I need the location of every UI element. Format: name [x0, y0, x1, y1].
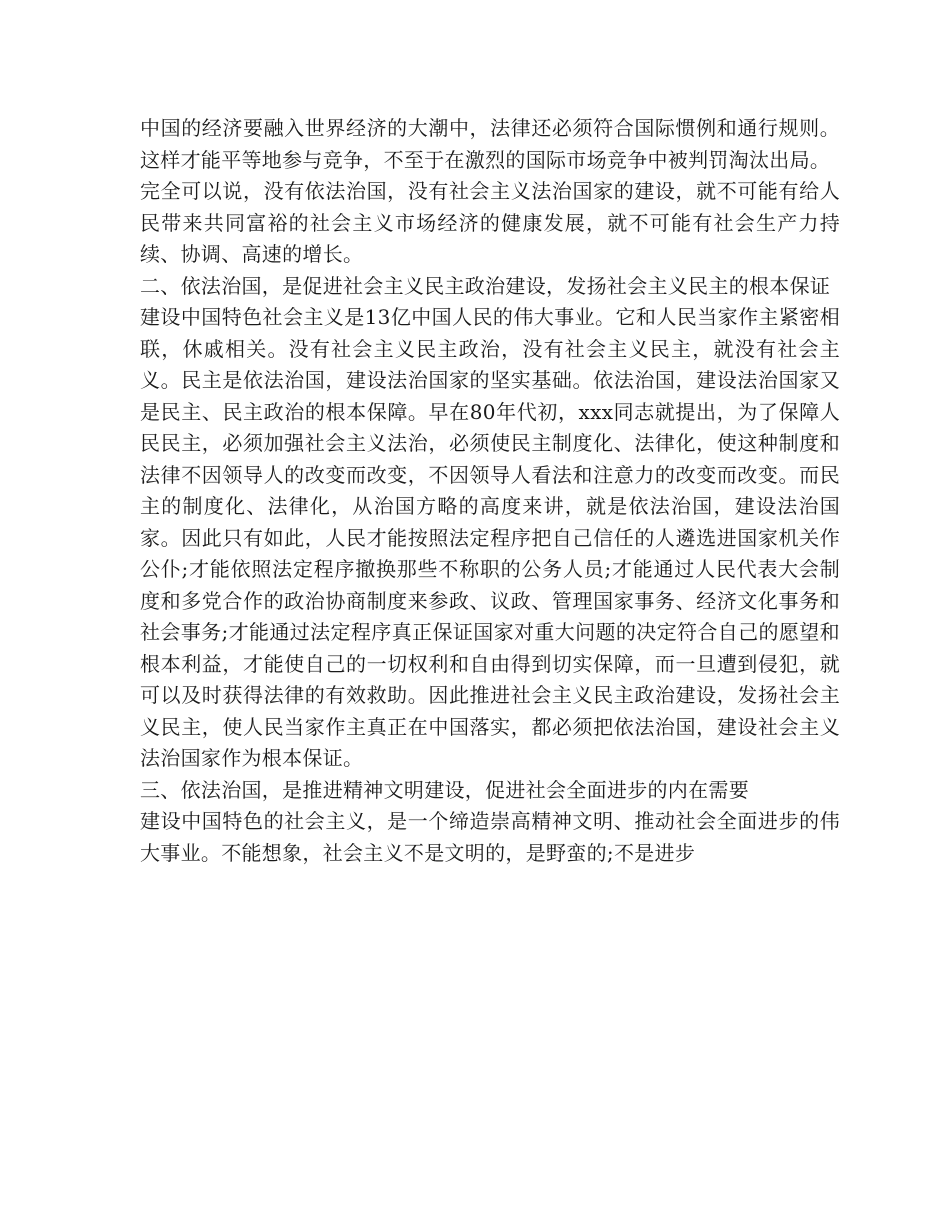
document-page — [140, 113, 840, 869]
paragraph-international-norms: 中国的经济要融入世界经济的大潮中，法律还必须符合国际惯例和通行规则。这样才能平等地参与竞争，不至于在激烈的国际市场竞争中被判罚淘汰出局。 — [140, 116, 840, 172]
paragraph-rule-of-law-economy: 完全可以说，没有依法治国，没有社会主义法治国家的建设，就不可能有给人民带来共同富裕的社会主义市场经济的健康发展，就不可能有社会生产力持续、协调、高速的增长。 — [140, 179, 840, 266]
section-heading-two: 二、依法治国，是促进社会主义民主政治建设，发扬社会主义民主的根本保证 — [140, 273, 831, 298]
paragraph-spiritual-civilization: 建设中国特色的社会主义，是一个缔造崇高精神文明、推动社会全面进步的伟大事业。不能想象，社会主义不是文明的，是野蛮的;不是进步 — [140, 809, 840, 865]
section-heading-three: 三、依法治国，是推进精神文明建设，促进社会全面进步的内在需要 — [140, 777, 749, 802]
paragraph-democracy: 建设中国特色社会主义是13亿中国人民的伟大事业。它和人民当家作主紧密相联，休戚相关。没有社会主义民主政治，没有社会主义民主，就没有社会主义。民主是依法治国，建设法治国家的坚实基础。依法治国，建设法治国家又是民主、民主政治的根本保障。早在80年代初，xxx同志就提出，为了保障人民民主，必须加强社会主义法治，必须使民主制度化、法律化，使这种制度和法律不因领导人的改变而改变，不因领导人看法和注意力的改变而改变。而民主的制度化、法律化，从治国方略的高度来讲，就是依法治国，建设法治国家。因此只有如此，人民才能按照法定程序把自己信任的人遴选进国家机关作公仆;才能依照法定程序撤换那些不称职的公务人员;才能通过人民代表大会制度和多党合作的政治协商制度来参政、议政、管理国家事务、经济文化事务和社会事务;才能通过法定程序真正保证国家对重大问题的决定符合自己的愿望和根本利益，才能使自己的一切权利和自由得到切实保障，而一旦遭到侵犯，就可以及时获得法律的有效救助。因此推进社会主义民主政治建设，发扬社会主义民主，使人民当家作主真正在中国落实，都必须把依法治国，建设社会主义法治国家作为根本保证。 — [140, 305, 840, 770]
